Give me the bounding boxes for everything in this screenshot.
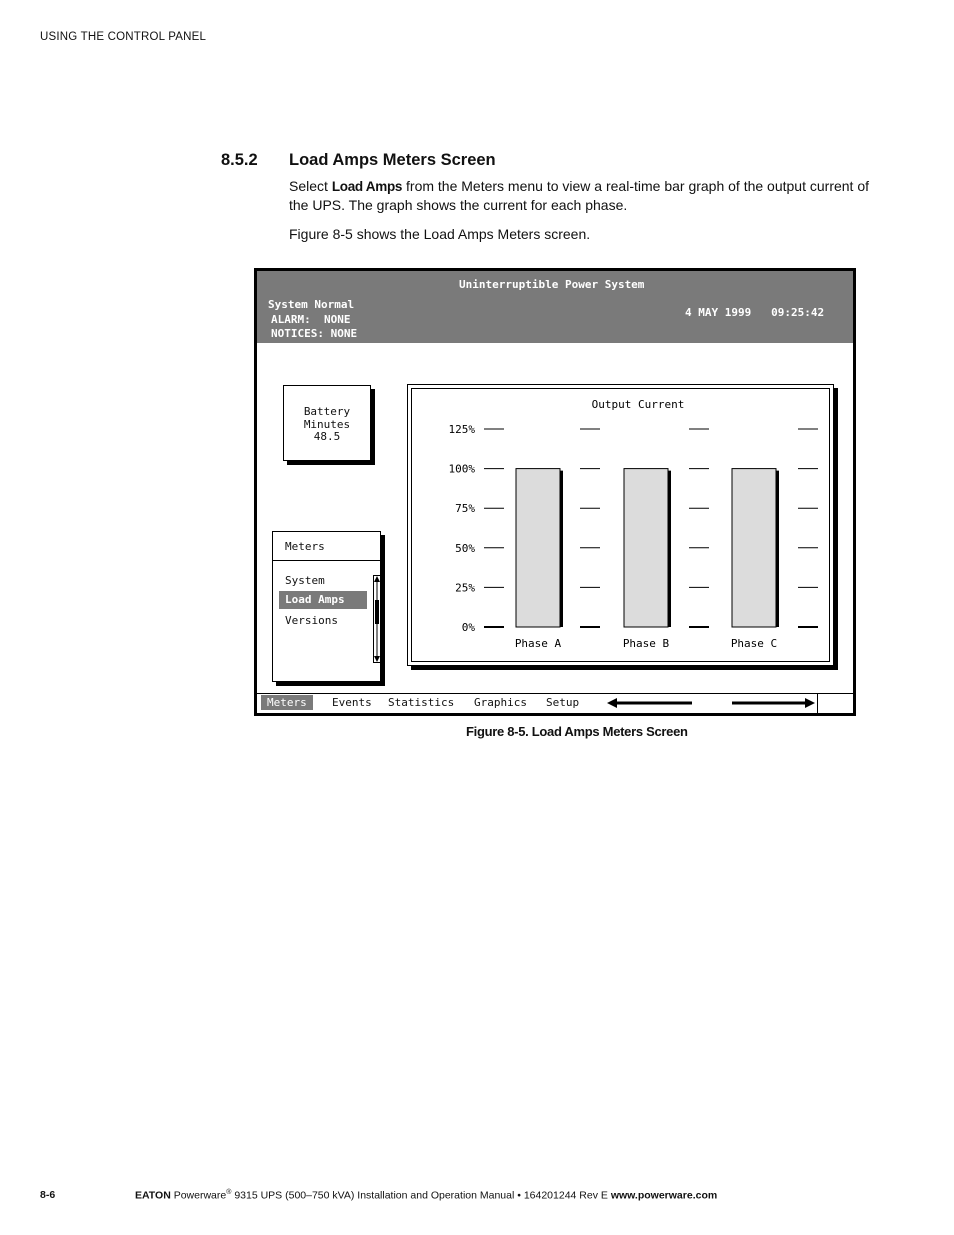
bar (732, 469, 776, 627)
menu-scrollbar[interactable] (373, 575, 381, 663)
battery-minutes-box (283, 385, 371, 461)
tab-setup[interactable]: Setup (546, 696, 580, 709)
battery-minutes-label: Minutes (303, 417, 351, 431)
menu-item-system[interactable]: System (285, 574, 325, 587)
meters-menu-title: Meters (285, 540, 325, 553)
divider (817, 694, 818, 713)
figure-caption: Figure 8-5. Load Amps Meters Screen (466, 724, 688, 739)
footer-reg: ® (226, 1189, 232, 1196)
divider (273, 560, 380, 561)
x-category-label: Phase B (622, 637, 670, 650)
scroll-arrows-icon (374, 576, 380, 662)
tab-meters[interactable]: Meters (261, 695, 313, 710)
battery-label: Battery (303, 405, 351, 418)
footer-url[interactable]: www.powerware.com (610, 1189, 718, 1202)
y-tick-label: 100% (448, 462, 475, 476)
tab-statistics[interactable]: Statistics (388, 696, 455, 709)
bar-chart (412, 389, 829, 661)
y-tick-label: 125% (448, 423, 475, 436)
bar (516, 469, 560, 627)
y-tick-label: 75% (455, 502, 475, 516)
alarm-status: ALARM: NONE (271, 313, 351, 326)
system-status: System Normal (268, 298, 355, 311)
tab-graphics[interactable]: Graphics (474, 696, 527, 709)
y-tick-label: 0% (461, 621, 475, 634)
chart-title: Output Current (591, 398, 685, 411)
footer-product: Powerware (170, 1189, 227, 1202)
graph-frame (411, 388, 830, 662)
section-number: 8.5.2 (221, 151, 258, 169)
status-header (257, 271, 853, 343)
x-category-label: Phase C (730, 637, 778, 650)
y-tick-label: 50% (455, 541, 475, 555)
para1-post: from the Meters menu to view a real-time bar graph of the output current of the UPS. The graph shows the current for each phase. (289, 178, 870, 213)
y-tick-label: 25% (455, 581, 475, 595)
paragraph-figure-ref: Figure 8-5 shows the Load Amps Meters screen. (289, 226, 591, 242)
screen-title: Uninterruptible Power System (459, 278, 645, 291)
page-number: 8-6 (40, 1189, 56, 1201)
menu-item-load-amps[interactable]: Load Amps (285, 593, 345, 606)
scroll-arrows (607, 696, 817, 710)
output-current-graph (407, 384, 834, 666)
paragraph-intro (289, 177, 869, 214)
left-arrow-icon[interactable] (607, 698, 692, 708)
right-arrow-icon[interactable] (732, 698, 815, 708)
para1-bold: Load Amps (331, 179, 403, 194)
section-title: Load Amps Meters Screen (289, 151, 496, 169)
footer-text (135, 1189, 717, 1202)
bottom-nav-bar (257, 693, 853, 714)
tab-events[interactable]: Events (332, 696, 372, 709)
meters-menu (272, 531, 381, 682)
battery-minutes-value: 48.5 (313, 430, 341, 443)
notices-status: NOTICES: NONE (271, 327, 358, 340)
menu-item-versions[interactable]: Versions (285, 614, 338, 627)
para1-pre: Select (289, 178, 332, 194)
footer-rest: 9315 UPS (500–750 kVA) Installation and Operation Manual • 164201244 Rev E (231, 1189, 611, 1202)
footer-brand: EATON (135, 1189, 171, 1202)
datetime: 4 MAY 1999 09:25:42 (685, 306, 825, 319)
ups-screen (254, 268, 856, 716)
running-head: USING THE CONTROL PANEL (40, 31, 207, 43)
bar (624, 469, 668, 627)
x-category-label: Phase A (514, 637, 562, 650)
